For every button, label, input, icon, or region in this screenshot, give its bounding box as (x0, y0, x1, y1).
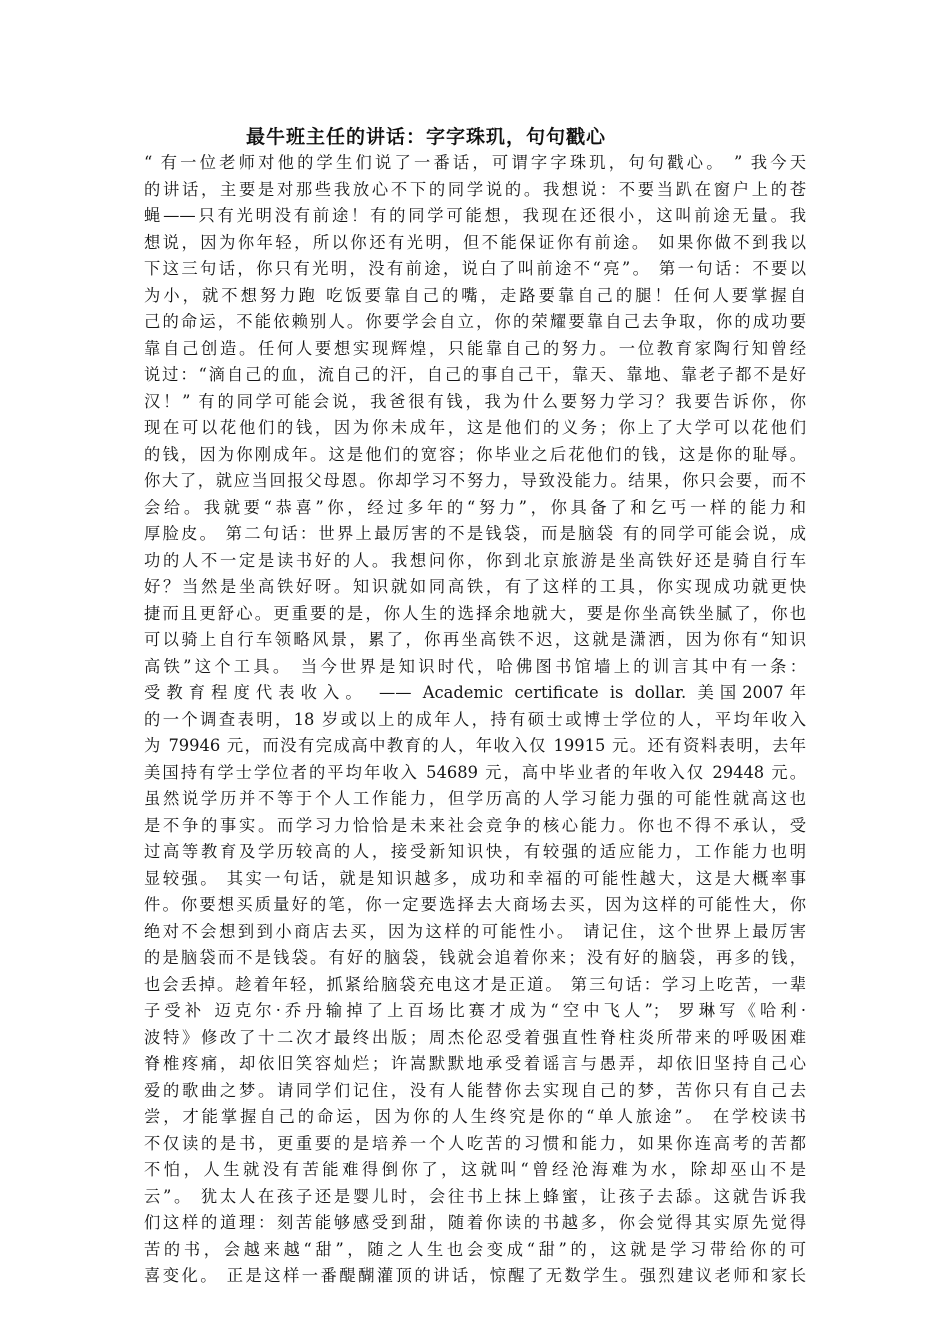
text-line: 可以骑上自行车领略风景，累了，你再坐高铁不迟，这就是潇洒，因为你有“知识 (144, 630, 806, 649)
text-line: 件。你要想买质量好的笔，你一定要选择去大商场去买，因为这样的可能性大，你 (144, 895, 806, 914)
text-line: 们这样的道理：刻苦能够感受到甜，随着你读的书越多，你会觉得其实原先觉得 (144, 1213, 806, 1232)
text-line: 好？当然是坐高铁好呀。知识就如同高铁，有了这样的工具，你实现成功就更快 (144, 577, 806, 596)
text-line: 尝，才能掌握自己的命运，因为你的人生终究是你的“单人旅途”。 在学校读书 (144, 1107, 806, 1126)
text-line: 现在可以花他们的钱，因为你未成年，这是他们的义务；你上了大学可以花他们 (144, 418, 806, 437)
text-line: 美国持有学士学位者的平均年收入 54689 元，高中毕业者的年收入仅 29448 元。 (144, 762, 806, 782)
page-title: 最牛班主任的讲话：字字珠玑，句句戳心 (246, 126, 607, 148)
text-line: 为小，就不想努力跑 吃饭要靠自己的嘴，走路要靠自己的腿！任何人要掌握自 (144, 285, 806, 305)
text-line: 想说，因为你年轻，所以你还有光明，但不能保证你有前途。 如果你做不到我以 (144, 232, 806, 252)
text-line: 过高等教育及学历较高的人，接受新知识快，有较强的适应能力，工作能力也明 (144, 842, 806, 861)
text-line: 汉！” 有的同学可能会说，我爸很有钱，我为什么要努力学习？我要告诉你，你 (144, 391, 806, 411)
text-line: 靠自己创造。任何人要想实现辉煌，只能靠自己的努力。一位教育家陶行知曾经 (144, 338, 806, 358)
text-line: 的一个调查表明，18 岁或以上的成年人，持有硕士或博士学位的人，平均年收入 (144, 709, 806, 729)
text-line: 厚脸皮。 第二句话：世界上最厉害的不是钱袋，而是脑袋 有的同学可能会说，成 (144, 524, 806, 543)
text-line: 你大了，就应当回报父母恩。你却学习不努力，导致没能力。结果，你只会要，而不 (144, 471, 806, 490)
text-line: 己的命运，不能依赖别人。你要学会自立，你的荣耀要靠自己去争取，你的成功要 (144, 312, 806, 331)
text-line: 的是脑袋而不是钱袋。有好的脑袋，钱就会追着你来；没有好的脑袋，再多的钱， (144, 948, 806, 967)
text-line: 虽然说学历并不等于个人工作能力，但学历高的人学习能力强的可能性就高这也 (144, 789, 806, 808)
text-line: 捷而且更舒心。更重要的是，你人生的选择余地就大，要是你坐高铁坐腻了，你也 (144, 603, 806, 623)
text-line: 绝对不会想到到小商店去买，因为这样的可能性小。 请记住，这个世界上最厉害 (144, 921, 806, 941)
body-text (144, 150, 806, 1290)
text-line: 的钱，因为你刚成年。这是他们的宽容；你毕业之后花他们的钱，这是你的耻辱。 (144, 444, 806, 464)
text-line: 的讲话，主要是对那些我放心不下的同学说的。我想说：不要当趴在窗户上的苍 (144, 179, 806, 199)
text-line: 说过：“滴自己的血，流自己的汗，自己的事自己干，靠天、靠地、靠老子都不是好 (144, 365, 806, 384)
text-line: 不怕，人生就没有苦能难得倒你了，这就叫“曾经沧海难为水，除却巫山不是 (144, 1160, 806, 1179)
text-line: “ 有一位老师对他的学生们说了一番话，可谓字字珠玑，句句戳心。 ” 我今天 (144, 153, 806, 172)
text-line: 是不争的事实。而学习力恰恰是未来社会竞争的核心能力。你也不得不承认，受 (144, 815, 806, 835)
text-line: 不仅读的是书，更重要的是培养一个人吃苦的习惯和能力，如果你连高考的苦都 (144, 1133, 806, 1153)
text-line: 为 79946 元，而没有完成高中教育的人，年收入仅 19915 元。还有资料表明，去年 (144, 736, 806, 755)
text-line: 脊椎疼痛，却依旧笑容灿烂；许嵩默默地承受着谣言与愚弄，却依旧坚持自己心 (144, 1054, 806, 1073)
text-line: 受教育程度代表收入。 —— Academic certificate is dollar. 美国2007年 (144, 683, 806, 702)
text-line: 波特》修改了十二次才最终出版；周杰伦忍受着强直性脊柱炎所带来的呼吸困难 (144, 1027, 806, 1047)
text-line: 云”。 犹太人在孩子还是婴儿时，会往书上抹上蜂蜜，让孩子去舔。这就告诉我 (144, 1186, 806, 1206)
text-line: 苦的书，会越来越“甜”，随之人生也会变成“甜”的，这就是学习带给你的可 (144, 1239, 806, 1259)
text-line: 下这三句话，你只有光明，没有前途，说白了叫前途不“亮”。 第一句话：不要以 (144, 259, 806, 278)
text-line: 显较强。 其实一句话，就是知识越多，成功和幸福的可能性越大，这是大概率事 (144, 868, 806, 888)
text-line: 会给。我就要“恭喜”你，经过多年的“努力”，你具备了和乞丐一样的能力和 (144, 497, 806, 517)
text-line: 高铁”这个工具。 当今世界是知识时代，哈佛图书馆墙上的训言其中有一条： (144, 656, 806, 676)
text-line: 子受补 迈克尔·乔丹输掉了上百场比赛才成为“空中飞人”； 罗琳写《哈利· (144, 1001, 806, 1020)
text-line: 蝇——只有光明没有前途！有的同学可能想，我现在还很小，这叫前途无量。我 (144, 206, 806, 225)
text-line: 功的人不一定是读书好的人。我想问你，你到北京旅游是坐高铁好还是骑自行车 (144, 550, 806, 570)
text-line: 爱的歌曲之梦。请同学们记住，没有人能替你去实现自己的梦，苦你只有自己去 (144, 1080, 806, 1100)
text-line: 喜变化。 正是这样一番醍醐灌顶的讲话，惊醒了无数学生。强烈建议老师和家长 (144, 1266, 806, 1285)
text-line: 也会丢掉。趁着年轻，抓紧给脑袋充电这才是正道。 第三句话：学习上吃苦，一辈 (144, 974, 806, 994)
